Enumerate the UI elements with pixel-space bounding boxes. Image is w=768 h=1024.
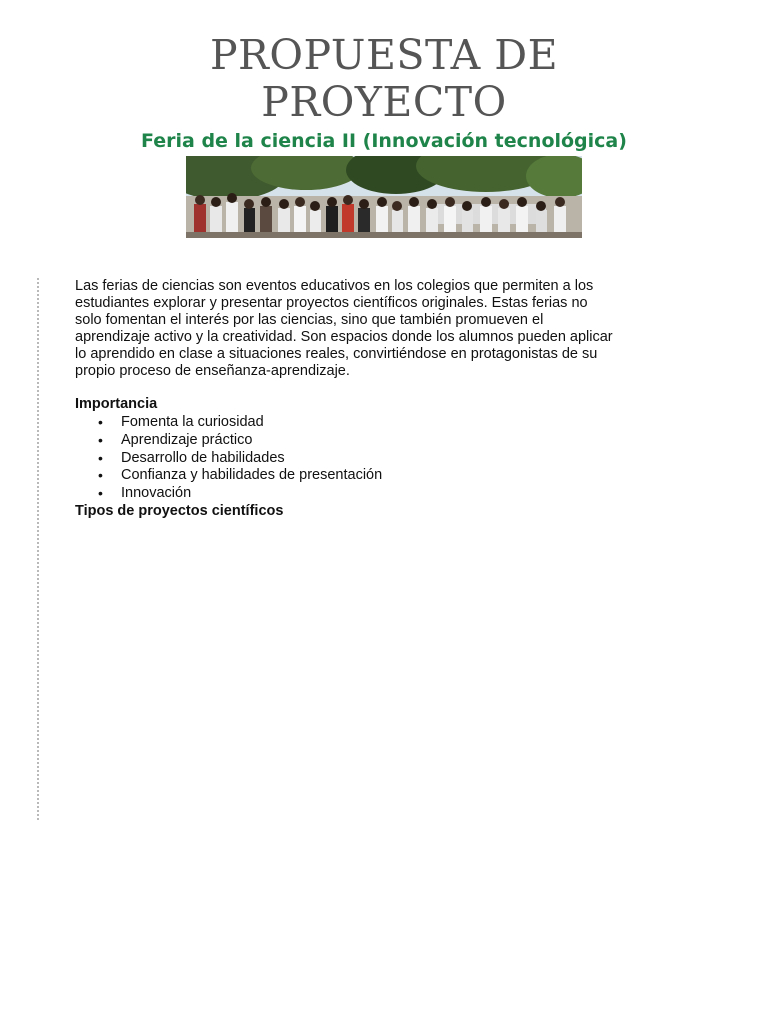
project-types-heading: Tipos de proyectos científicos <box>75 502 284 519</box>
bullet-icon: • <box>98 449 103 466</box>
group-photo <box>186 156 582 238</box>
bullet-icon: • <box>98 414 103 430</box>
bullet-icon: • <box>98 431 103 448</box>
title-line-2: PROYECTO <box>261 78 507 126</box>
list-item: • Innovación <box>98 485 192 502</box>
importance-list <box>75 414 615 503</box>
list-item: • Desarrollo de habilidades <box>98 449 285 466</box>
bullet-icon: • <box>98 485 103 502</box>
bullet-icon: • <box>98 467 103 484</box>
page-subtitle: Feria de la ciencia II (Innovación tecnológica) <box>141 130 627 152</box>
margin-guide-line <box>37 278 39 820</box>
page-title <box>0 32 768 126</box>
list-item: • Fomenta la curiosidad <box>98 414 264 430</box>
title-line-1: PROPUESTA DE <box>209 31 559 79</box>
list-item: • Aprendizaje práctico <box>98 431 253 448</box>
list-item: • Confianza y habilidades de presentación <box>98 467 383 484</box>
document-body <box>75 278 615 520</box>
intro-paragraph: Las ferias de ciencias son eventos educativos en los colegios que permiten a los estudiantes explorar y presentar proyectos científicos originales. Estas ferias no solo fomentan el interés por las ciencias, sino que también promueven el aprendizaje activo y la creatividad. Son espacios donde los alumnos pueden aplicar lo aprendido en clase a situaciones reales, convirtiéndose en protagonistas de su propio proceso de enseñanza-aprendizaje. <box>75 278 613 379</box>
importance-heading: Importancia <box>75 396 158 412</box>
